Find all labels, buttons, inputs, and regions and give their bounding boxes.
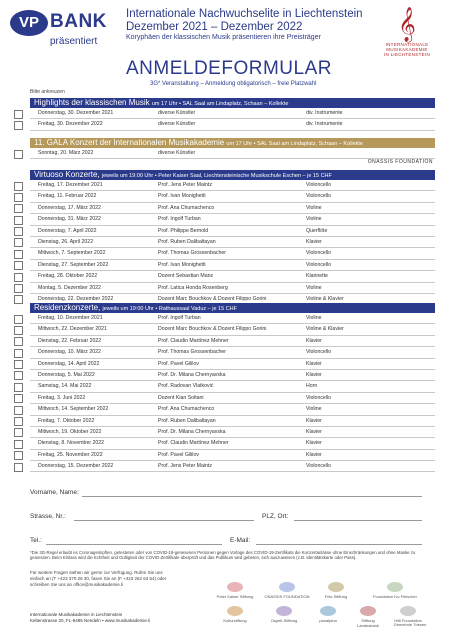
table-row [30, 260, 435, 271]
row-date: Donnerstag, 31. März 2022 [38, 216, 101, 223]
row-instrument: Violine [306, 204, 322, 211]
row-artist: Prof. Jens Peter Maintz [158, 463, 212, 470]
row-date: Freitag, 17. Dezember 2021 [38, 182, 103, 188]
table-row [30, 324, 435, 335]
row-artist: Prof. Claudio Martínez Mehner [158, 337, 229, 344]
vp-logo-mark: VP [10, 10, 48, 36]
row-date: Mittwoch, 7. September 2022 [38, 250, 106, 257]
street-input[interactable] [74, 520, 254, 521]
table-row [30, 214, 435, 225]
row-date: Donnerstag, 10. März 2022 [38, 349, 101, 356]
table-row [30, 313, 435, 324]
row-artist: diverse Künstler [158, 150, 196, 156]
table-row [30, 438, 435, 449]
row-artist: Prof. Jens Peter Maintz [158, 182, 212, 188]
section-title: Highlights der klassischen Musik [34, 98, 150, 107]
address-line-1: Internationale Musikakademie in Liechtenstein [30, 612, 123, 617]
vp-bank-logo [10, 8, 116, 52]
row-instrument: Violoncello [306, 250, 331, 257]
table-row [30, 461, 435, 472]
checkbox[interactable] [14, 371, 23, 380]
row-artist: Prof. Latica Honda Rosenberg [158, 284, 228, 291]
vp-logo-bank: BANK [50, 11, 107, 32]
row-date: Freitag, 25. November 2022 [38, 451, 103, 458]
checkbox[interactable] [14, 204, 23, 213]
row-date: Dienstag, 27. September 2022 [38, 261, 109, 268]
checkbox[interactable] [14, 463, 23, 472]
section-gala [30, 138, 435, 165]
checkbox[interactable] [14, 383, 23, 392]
ima-line-1: INTERNATIONALE [385, 42, 429, 47]
row-instrument: Klarinette [306, 273, 328, 280]
sponsor-logo: Ospelt-Stiftung [262, 606, 306, 623]
table-row [30, 370, 435, 381]
phone-label: Tel.: [30, 537, 42, 544]
section-bar [30, 303, 435, 313]
row-artist: Prof. Philippe Bernold [158, 227, 209, 234]
section-bar [30, 138, 435, 148]
section-residenz [30, 303, 435, 472]
table-row [30, 336, 435, 347]
checkbox[interactable] [14, 451, 23, 460]
row-date: Mittwoch, 19. Oktober 2022 [38, 428, 102, 435]
checkbox[interactable] [14, 326, 23, 335]
row-instrument: Violoncello [306, 349, 331, 356]
treble-clef-icon: 𝄞 [398, 7, 416, 42]
zip-label: PLZ, Ort: [262, 513, 289, 520]
row-date: Freitag, 10. Dezember 2021 [38, 315, 103, 321]
section-highlights [30, 98, 435, 131]
table-row [30, 148, 435, 165]
row-date: Donnerstag, 14. April 2022 [38, 360, 100, 367]
covid-note: *Die 3G-Regel erlaubt es Coronageimpften, getesteten oder von COVID-19-genesenen Personen gegen Vorlage des COVID-19-Zertifikats die Konzertanlässe ohne Einschränkungen und ohne Maske zu geniessen. Beim Einlass wird die Echtheit und Gültigkeit der COVID-Zertifikate überprüft und das Publikum wird gebeten, sich auszuweisen (z.B. Identitätskarte oder Pass). [30, 550, 416, 561]
row-instrument: Querflöte [306, 227, 328, 234]
checkbox[interactable] [14, 295, 23, 304]
row-date: Donnerstag, 17. März 2022 [38, 204, 101, 211]
row-date: Dienstag, 22. Februar 2022 [38, 337, 102, 344]
row-instrument: Violoncello [306, 394, 331, 401]
section-title: 11. GALA Konzert der Internationalen Musikakademie [34, 138, 225, 147]
row-instrument: Klavier [306, 337, 322, 344]
row-artist: Prof. Pavel Gililov [158, 451, 199, 458]
row-instrument: Violine [306, 284, 322, 291]
row-instrument: Violine & Klavier [306, 295, 344, 302]
row-artist: Prof. Thomas Grossenbacher [158, 349, 226, 356]
row-artist: Prof. Ana Chumachenco [158, 406, 215, 413]
row-artist: Dozent Marc Bouchkov & Dozent Filippo Gorini [158, 326, 267, 333]
row-artist: diverse Künstler [158, 121, 196, 128]
row-instrument: Klavier [306, 428, 322, 435]
email-label: E-Mail: [230, 537, 251, 544]
checkbox[interactable] [14, 315, 23, 324]
table-row [30, 393, 435, 404]
table-row [30, 381, 435, 392]
row-artist: Prof. Claudio Martínez Mehner [158, 440, 229, 447]
row-artist: Dozent Marc Bouchkov & Dozent Filippo Gorini [158, 295, 267, 302]
table-row [30, 450, 435, 461]
checkbox[interactable] [14, 250, 23, 259]
section-virtuoso [30, 170, 435, 305]
row-instrument: Horn [306, 383, 318, 390]
street-label: Strasse, Nr.: [30, 513, 66, 520]
row-instrument: Violine & Klavier [306, 326, 344, 333]
checkbox[interactable] [14, 337, 23, 346]
sponsor-logo: ONASSIS FOUNDATION [262, 582, 312, 599]
virtuoso-rows [30, 180, 435, 305]
checkbox[interactable] [14, 440, 23, 449]
table-row [30, 108, 435, 119]
row-artist: Prof. Radovan Vlatković [158, 383, 214, 390]
row-date: Mittwoch, 22. Dezember 2021 [38, 326, 107, 333]
row-date: Sonntag, 20. März 2022 [38, 150, 94, 156]
row-instrument: Klavier [306, 451, 322, 458]
residenz-rows [30, 313, 435, 472]
sponsor-logo: Foundation Ivo Fleischer [362, 582, 428, 599]
sponsor-logo: Hilti Foundation [388, 606, 428, 623]
checkbox[interactable] [14, 110, 23, 119]
form-title: ANMELDEFORMULAR [126, 58, 332, 79]
ima-line-3: IN LIECHTENSTEIN [383, 52, 431, 57]
sponsor-logo: panalpina [308, 606, 348, 623]
checkbox[interactable] [14, 417, 23, 426]
row-artist: Dozent Kian Soltani [158, 394, 204, 401]
phone-input[interactable] [46, 544, 222, 545]
sponsor-logo: Stiftung Landesbank [350, 606, 386, 628]
row-artist: Prof. Ruben Dalibaltayan [158, 238, 216, 245]
row-artist: Prof. Ivan Monighetti [158, 261, 206, 268]
row-artist: Dozent Sebastian Manz [158, 273, 214, 280]
name-input[interactable] [82, 496, 422, 497]
ima-line-2: MUSIKAKADEMIE [386, 47, 428, 52]
row-date: Donnerstag, 5. Mai 2022 [38, 371, 95, 378]
checkbox[interactable] [14, 360, 23, 369]
row-date: Freitag, 11. Februar 2022 [38, 193, 97, 200]
row-instrument: Klavier [306, 371, 322, 378]
checkbox[interactable] [14, 150, 23, 159]
checkbox[interactable] [14, 394, 23, 403]
row-artist: Prof. Dr. Milana Chernyavska [158, 428, 226, 435]
row-date: Dienstag, 8. November 2022 [38, 440, 105, 447]
table-row [30, 271, 435, 282]
checkbox[interactable] [14, 428, 23, 437]
row-instrument: Violoncello [306, 261, 331, 268]
row-instrument: Klavier [306, 417, 322, 424]
form-subtitle: 3G* Veranstaltung – Anmeldung obligatorisch – freie Platzwahl [150, 81, 317, 87]
checkbox[interactable] [14, 216, 23, 225]
table-row [30, 203, 435, 214]
event-subtitle: Koryphäen der klassischen Musik präsentieren ihre Preisträger [126, 34, 321, 41]
table-row [30, 416, 435, 427]
sponsor-logo: Fritz Stiftung [314, 582, 358, 599]
row-instrument: div. Instrumente [306, 121, 343, 128]
sponsor-logo: Gemeinde Triesen [393, 622, 427, 627]
table-row [30, 359, 435, 370]
event-title-line1: Internationale Nachwuchselite in Liechtenstein [126, 8, 363, 20]
section-title: Residenzkonzerte, [34, 303, 101, 312]
checkbox[interactable] [14, 349, 23, 358]
event-title-line2: Dezember 2021 – Dezember 2022 [126, 21, 303, 33]
table-row [30, 347, 435, 358]
sponsor-logo: Kulturstiftung [210, 606, 260, 623]
zip-input[interactable] [294, 520, 422, 521]
row-date: Donnerstag, 30. Dezember 2021 [38, 110, 114, 116]
row-date: Donnerstag, 7. April 2022 [38, 227, 97, 234]
row-date: Freitag, 28. Oktober 2022 [38, 273, 98, 280]
row-date: Dienstag, 26. April 2022 [38, 238, 94, 245]
row-date: Samstag, 14. Mai 2022 [38, 383, 92, 390]
checkbox[interactable] [14, 182, 23, 191]
row-instrument: Klavier [306, 440, 322, 447]
checkbox[interactable] [14, 227, 23, 236]
onassis-logo: ONASSIS FOUNDATION [367, 159, 433, 165]
address-line-2: Keltenstrasse 20, FL-9485 Nendeln • www.musikakademie.li [30, 618, 151, 623]
table-row [30, 237, 435, 248]
name-label: Vorname, Name: [30, 489, 79, 496]
sponsor-logo: Peter Kaiser Stiftung [210, 582, 260, 599]
row-instrument: Klavier [306, 360, 322, 367]
row-date: Freitag, 30. Dezember 2022 [38, 121, 103, 128]
table-row [30, 226, 435, 237]
row-artist: Prof. Ruben Dalibaltayan [158, 417, 216, 424]
checkbox[interactable] [14, 284, 23, 293]
row-instrument: Klavier [306, 238, 322, 245]
row-artist: Prof. Ivan Monighetti [158, 193, 206, 200]
section-info: jeweils um 19:00 Uhr • Rathaussaal Vaduz – je 15 CHF [102, 306, 238, 312]
row-date: Montag, 5. Dezember 2022 [38, 284, 101, 291]
contact-info: Für weitere Fragen stehen wir gerne zur Verfügung. Rufen Sie uns einfach an (T +423 370 28 30, faxen Sie an (F +423 262 63 54) oder schreiben Sie uns an office@musikakademie.li [30, 570, 167, 587]
section-bar [30, 170, 435, 180]
row-instrument: Violine [306, 315, 322, 321]
table-row [30, 427, 435, 438]
event-title [126, 8, 363, 34]
section-bar [30, 98, 435, 108]
checkbox[interactable] [14, 193, 23, 202]
row-instrument: Violine [306, 216, 322, 223]
row-artist: Prof. Ingolf Turban [158, 216, 201, 223]
row-date: Donnerstag, 22. Dezember 2022 [38, 295, 114, 302]
row-instrument: Violoncello [306, 463, 331, 470]
page-header [0, 0, 450, 95]
row-date: Donnerstag, 15. Dezember 2022 [38, 463, 114, 470]
checkbox[interactable] [14, 273, 23, 282]
email-input[interactable] [256, 544, 422, 545]
row-date: Freitag, 3. Juni 2022 [38, 394, 86, 401]
checkbox[interactable] [14, 121, 23, 130]
section-info: jeweils um 19:00 Uhr • Peter Kaiser Saal, Liechtensteinische Musikschule Eschen – je 15 CHF [101, 173, 332, 179]
table-row [30, 180, 435, 191]
row-instrument: Violoncello [306, 193, 331, 200]
row-artist: Prof. Dr. Milana Chernyavska [158, 371, 226, 378]
row-date: Freitag, 7. Oktober 2022 [38, 417, 95, 424]
checkbox[interactable] [14, 261, 23, 270]
logo-presents: präsentiert [50, 36, 98, 47]
row-date: Mittwoch, 14. September 2022 [38, 406, 109, 413]
row-artist: Prof. Ana Chumachenco [158, 204, 215, 211]
row-artist: Prof. Pavel Gililov [158, 360, 199, 367]
table-row [30, 248, 435, 259]
row-instrument: div. Instrumente [306, 110, 343, 116]
row-instrument: Violine [306, 406, 322, 413]
section-info: um 17 Uhr • SAL Saal am Lindaplatz, Schaan – Kollekte [151, 101, 289, 107]
musikakademie-logo [372, 8, 442, 57]
table-row [30, 404, 435, 415]
address [30, 612, 210, 624]
checkbox[interactable] [14, 238, 23, 247]
table-row [30, 283, 435, 294]
section-info: um 17 Uhr • SAL Saal am Lindaplatz, Schaan – Kollekte [226, 141, 363, 147]
table-row [30, 191, 435, 202]
row-artist: Prof. Ingolf Turban [158, 315, 201, 321]
row-artist: Prof. Thomas Grossenbacher [158, 250, 226, 257]
check-hint: Bitte ankreuzen [30, 89, 65, 95]
row-artist: diverse Künstler [158, 110, 196, 116]
table-row [30, 119, 435, 130]
section-title: Virtuoso Konzerte, [34, 170, 100, 179]
checkbox[interactable] [14, 406, 23, 415]
row-instrument: Violoncello [306, 182, 331, 188]
